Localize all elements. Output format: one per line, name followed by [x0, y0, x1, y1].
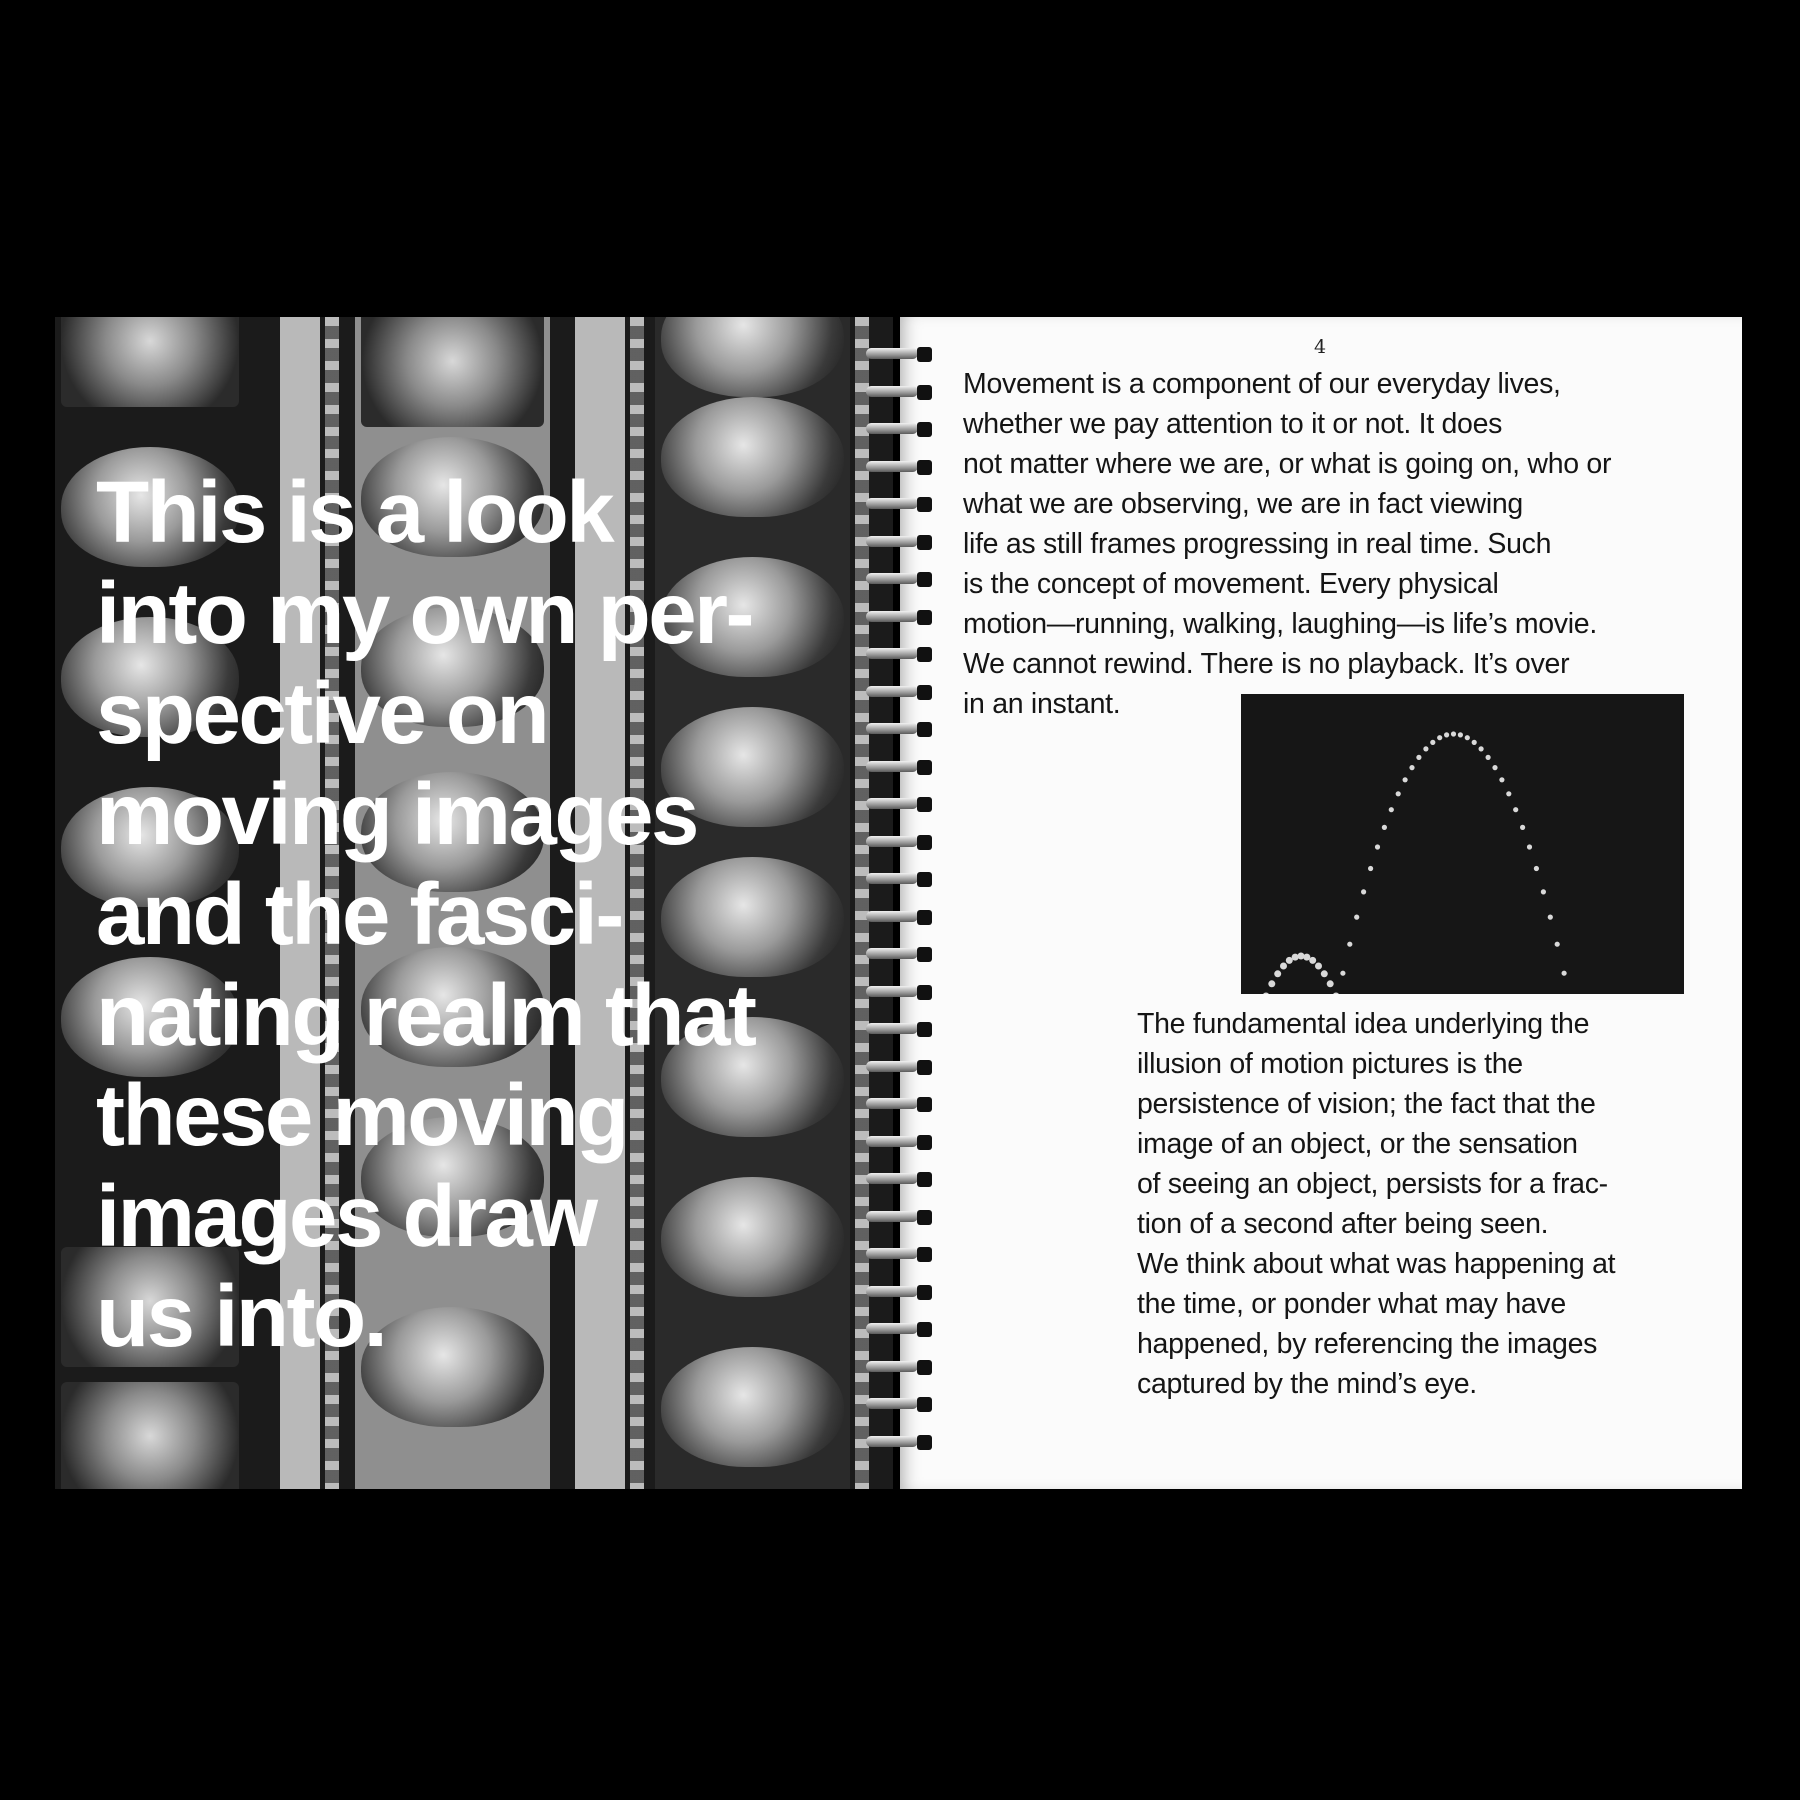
ball-trail-dot — [1409, 765, 1414, 770]
ball-trail-dot — [1286, 957, 1293, 964]
ball-trail-dot — [1368, 866, 1373, 871]
ball-trail-dot — [1315, 963, 1322, 970]
ball-trail-dot — [1527, 844, 1532, 849]
binding-coil — [862, 608, 932, 627]
binding-coil — [862, 1020, 932, 1039]
ball-trail-dot — [1274, 970, 1281, 977]
ball-trail-dot — [1340, 971, 1345, 976]
film-frame — [61, 317, 239, 407]
film-frame — [661, 317, 844, 397]
binding-coil — [862, 1170, 932, 1189]
binding-coil — [862, 1095, 932, 1114]
ball-trail-dot — [1541, 889, 1546, 894]
binding-coil — [862, 1395, 932, 1414]
binding-coil — [862, 1433, 932, 1452]
ball-trail-dot — [1479, 746, 1484, 751]
binding-coil — [862, 1208, 932, 1227]
ball-trail-dot — [1534, 866, 1539, 871]
binding-coil — [862, 758, 932, 777]
ball-trail-dot — [1303, 954, 1310, 961]
ball-trail-dot — [1437, 735, 1442, 740]
ball-trail-dot — [1423, 746, 1428, 751]
body-paragraph-2: The fundamental idea underlying the illusion of motion pictures is the persistence of vision; the fact that the image of an object, or the sensation of seeing an object, persists for a frac- tion of a second after being seen. We think about what was happening at the time, or ponder what may have happened, by referencing the images captured by the mind’s eye. — [1137, 1008, 1616, 1400]
binding-coil — [862, 345, 932, 364]
ball-trail-dot — [1389, 807, 1394, 812]
binding-coil — [862, 1283, 932, 1302]
ball-trail-dot — [1472, 740, 1477, 745]
binding-coil — [862, 495, 932, 514]
ball-trail-dot — [1280, 963, 1287, 970]
ball-trail-dot — [1309, 957, 1316, 964]
ball-trail-dot — [1430, 740, 1435, 745]
ball-trail-dot — [1465, 735, 1470, 740]
binding-coil — [862, 1358, 932, 1377]
ball-trail-dot — [1321, 970, 1328, 977]
ball-trail-dot — [1403, 777, 1408, 782]
binding-coil — [862, 870, 932, 889]
ball-trail-dot — [1506, 791, 1511, 796]
binding-coil — [862, 833, 932, 852]
ball-trail-dot — [1268, 980, 1275, 987]
ball-trail-dot — [1562, 971, 1567, 976]
headline: This is a look into my own per- spective on moving images and the fasci- nating realm that these moving images draw us into. — [96, 464, 755, 1365]
ball-trail-dot — [1292, 954, 1299, 961]
binding-coil — [862, 645, 932, 664]
ball-trail-dot — [1396, 791, 1401, 796]
ball-trail-dot — [1492, 765, 1497, 770]
ball-trail-dot — [1354, 915, 1359, 920]
film-frame — [61, 1382, 239, 1489]
ball-trail-dot — [1555, 942, 1560, 947]
spiral-binding — [862, 345, 932, 1465]
ball-trail-dot — [1327, 980, 1334, 987]
ball-trail-dot — [1499, 777, 1504, 782]
binding-coil — [862, 533, 932, 552]
binding-coil — [862, 683, 932, 702]
binding-coil — [862, 1058, 932, 1077]
binding-coil — [862, 945, 932, 964]
film-frame — [361, 317, 544, 427]
ball-trail-dot — [1375, 844, 1380, 849]
binding-coil — [862, 908, 932, 927]
body-paragraph-1: Movement is a component of our everyday lives, whether we pay attention to it or not. It does not matter where we are, or what is going on, who or what we are observing, we are in fact viewing life as still frames progressing in real time. Such is the concept of movement. Every physical motion—running, walking, laughing—is life’s movie. We cannot rewind. There is no playback. It’s over in an instant. — [963, 368, 1612, 720]
bouncing-ball-trail-image — [1241, 694, 1684, 994]
binding-coil — [862, 383, 932, 402]
ball-trail-dot — [1486, 755, 1491, 760]
bouncing-ball-photo — [1241, 694, 1684, 994]
ball-trail-dot — [1520, 825, 1525, 830]
binding-coil — [862, 570, 932, 589]
binding-coil — [862, 795, 932, 814]
ball-trail-dot — [1263, 993, 1270, 995]
binding-coil — [862, 983, 932, 1002]
binding-coil — [862, 1245, 932, 1264]
ball-trail-dot — [1347, 942, 1352, 947]
binding-coil — [862, 420, 932, 439]
ball-trail-dot — [1361, 889, 1366, 894]
ball-trail-dot — [1416, 755, 1421, 760]
binding-coil — [862, 1133, 932, 1152]
binding-coil — [862, 458, 932, 477]
ball-trail-dot — [1548, 915, 1553, 920]
ball-trail-dot — [1513, 807, 1518, 812]
page-number: 4 — [1313, 336, 1327, 358]
binding-coil — [862, 720, 932, 739]
ball-trail-dot — [1298, 953, 1305, 960]
ball-trail-dot — [1382, 825, 1387, 830]
ball-trail-dot — [1333, 993, 1340, 995]
ball-trail-dot — [1458, 732, 1463, 737]
ball-trail-dot — [1451, 731, 1456, 736]
binding-coil — [862, 1320, 932, 1339]
ball-trail-dot — [1444, 732, 1449, 737]
